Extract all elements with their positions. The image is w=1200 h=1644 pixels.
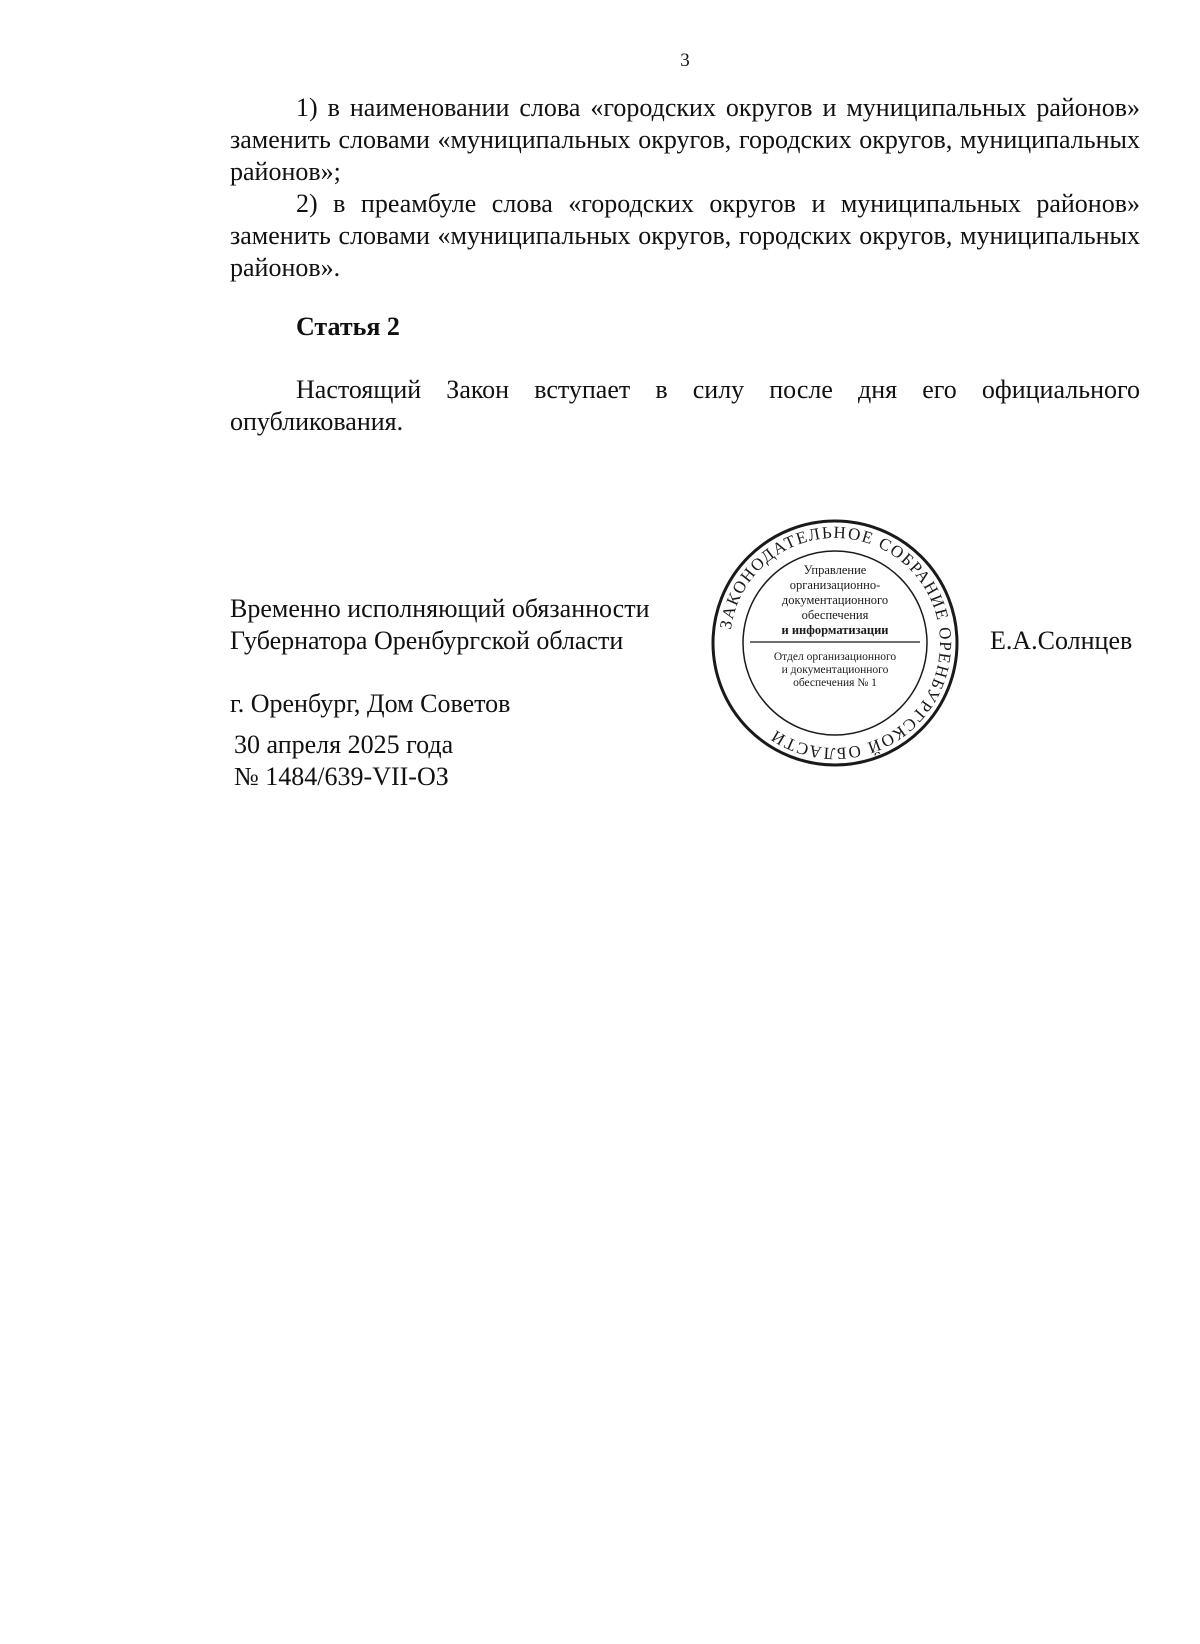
stamp-inner-line: и информатизации <box>781 623 889 637</box>
official-seal-stamp <box>710 518 960 768</box>
page-number: 3 <box>680 50 690 71</box>
amendment-item-2: 2) в преамбуле слова «городских округов и муниципальных районов» заменить словами «муниципальных округов, городских округов, муниципальных районов». <box>230 189 1140 282</box>
article-text: Настоящий Закон вступает в силу после дня его официального опубликования. <box>230 375 1140 436</box>
stamp-ring-text: ЗАКОНОДАТЕЛЬНОЕ СОБРАНИЕ ОРЕНБУРГСКОЙ ОБЛАСТИ <box>715 522 956 764</box>
document-number: № 1484/639-VII-ОЗ <box>234 762 449 791</box>
signatory-position-line-1: Временно исполняющий обязанности <box>230 594 650 623</box>
stamp-lower-line: Отдел организационного <box>773 651 897 663</box>
signing-place: г. Оренбург, Дом Советов <box>230 689 511 718</box>
amendment-item-1: 1) в наименовании слова «городских округов и муниципальных районов» заменить словами «муниципальных округов, городских округов, муниципальных районов»; <box>230 93 1140 186</box>
stamp-lower-line: обеспечения № 1 <box>793 677 877 689</box>
article-heading: Статья 2 <box>296 312 400 341</box>
stamp-lower-line: и документационного <box>781 664 889 676</box>
stamp-inner-line: Управление <box>803 563 867 577</box>
signatory-name: Е.А.Солнцев <box>990 626 1133 655</box>
signing-date: 30 апреля 2025 года <box>234 730 454 759</box>
stamp-inner-line: организационно- <box>789 578 881 592</box>
stamp-inner-line: документационного <box>781 593 889 607</box>
stamp-inner-line: обеспечения <box>801 608 869 622</box>
signatory-position-line-2: Губернатора Оренбургской области <box>230 626 624 655</box>
